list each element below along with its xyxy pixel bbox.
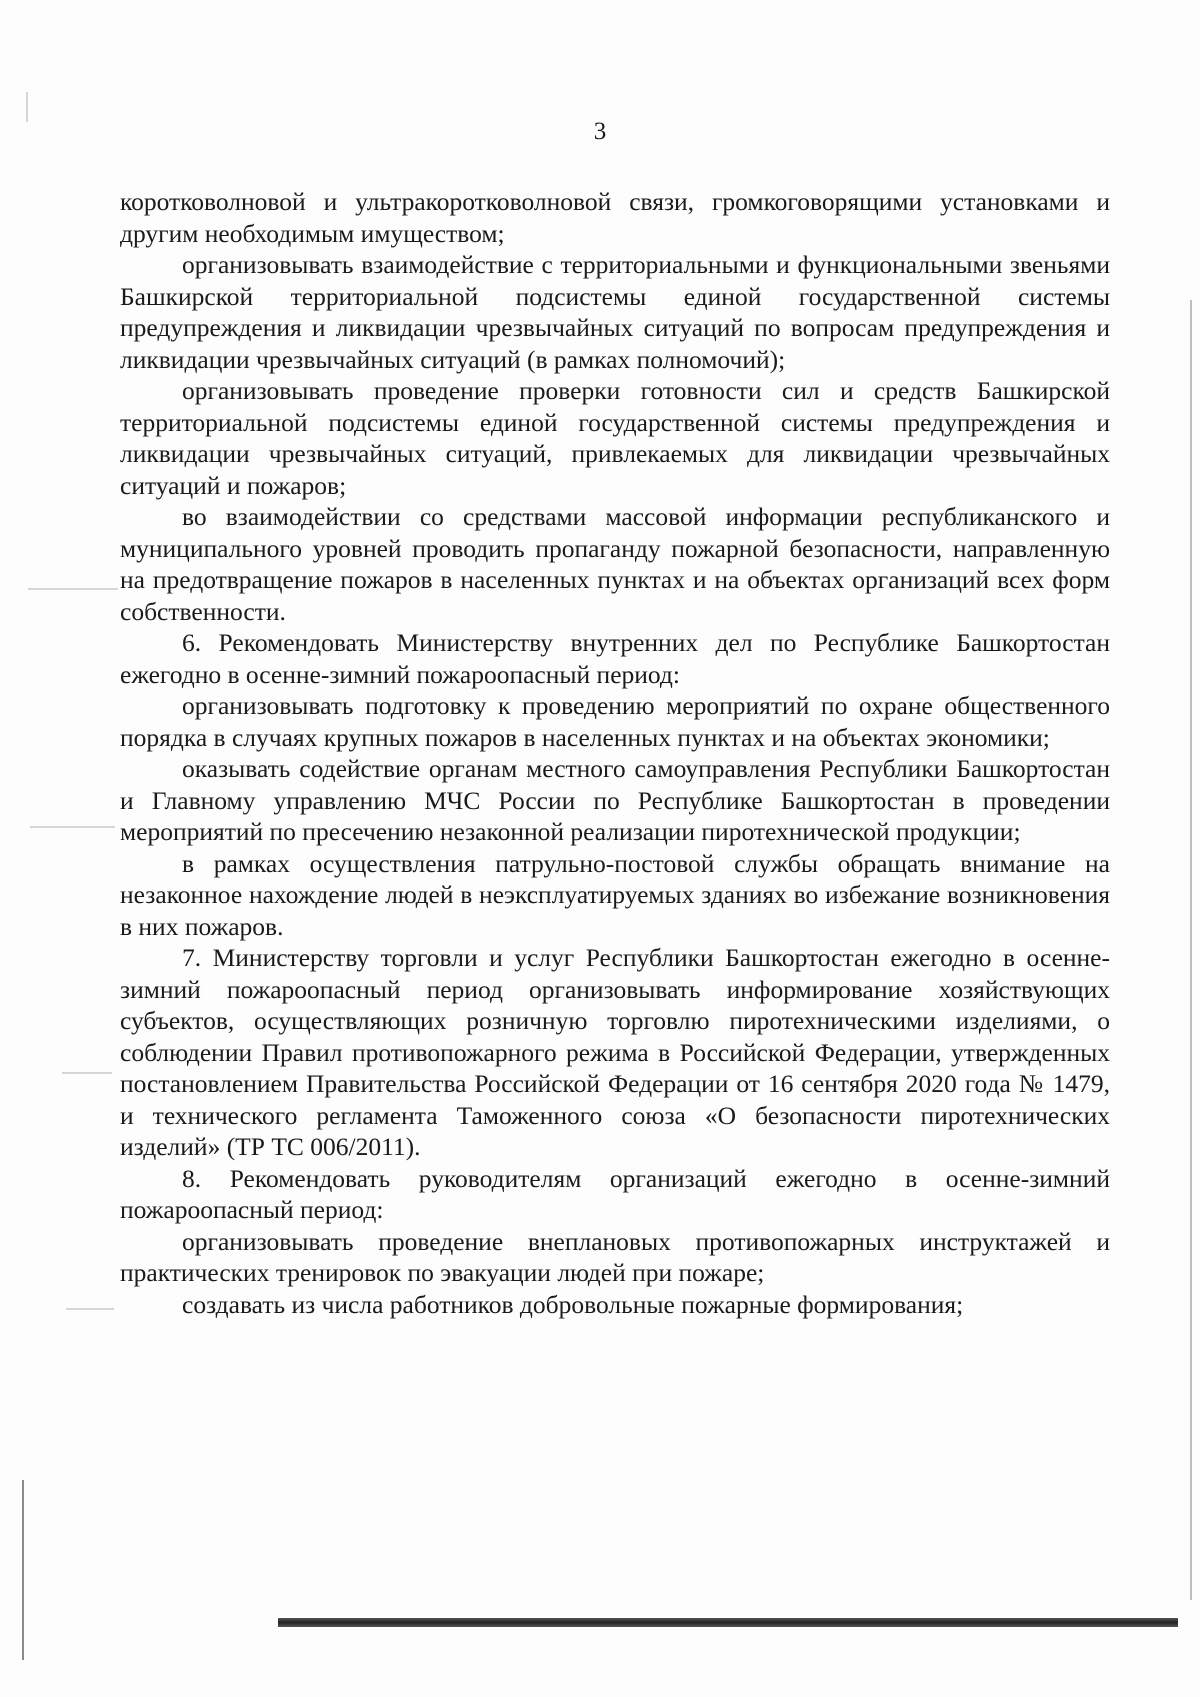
paragraph: организовывать проведение внеплановых противопожарных инструктажей и практических тренировок по эвакуации людей при пожаре;	[120, 1226, 1110, 1287]
paragraph: во взаимодействии со средствами массовой информации республиканского и муниципального уровней проводить пропаганду пожарной безопасности, направленную на предотвращение пожаров в населенных пунктах и на объектах организаций всех форм собственности.	[120, 502, 1110, 626]
scan-artifact	[66, 1308, 114, 1310]
scan-artifact	[62, 1072, 112, 1074]
paragraph: в рамках осуществления патрульно-постовой службы обращать внимание на незаконное нахождение людей в неэксплуатируемых зданиях во избежание возникновения в них пожаров.	[120, 848, 1110, 941]
paragraph: 8. Рекомендовать руководителям организаций ежегодно в осенне-зимний пожароопасный период:	[120, 1163, 1110, 1224]
paragraph: коротковолновой и ультракоротковолновой связи, громкоговорящими установками и другим необходимым имуществом;	[120, 187, 1110, 248]
paragraph: организовывать проведение проверки готовности сил и средств Башкирской территориальной подсистемы единой государственной системы предупреждения и ликвидации чрезвычайных ситуаций, привлекаемых для ликвидации чрезвычайных ситуаций и пожаров;	[120, 376, 1110, 500]
paragraph: создавать из числа работников добровольные пожарные формирования;	[182, 1289, 964, 1319]
paragraph: 6. Рекомендовать Министерству внутренних дел по Республике Башкортостан ежегодно в осенне-зимний пожароопасный период:	[120, 628, 1110, 689]
page-number: 3	[593, 118, 607, 145]
paragraph: 7. Министерству торговли и услуг Республики Башкортостан ежегодно в осенне-зимний пожароопасный период организовывать информирование хозяйствующих субъектов, осуществляющих розничную торговлю пиротехническими изделиями, о соблюдении Правил противопожарного режима в Российской Федерации, утвержденных постановлением Правительства Российской Федерации от 16 сентября 2020 года № 1479, и технического регламента Таможенного союза «О безопасности пиротехнических изделий» (ТР ТС 006/2011).	[120, 943, 1110, 1161]
document-body	[120, 186, 1110, 1320]
paragraph: организовывать взаимодействие с территориальными и функциональными звеньями Башкирской территориальной подсистемы единой государственной системы предупреждения и ликвидации чрезвычайных ситуаций по вопросам предупреждения и ликвидации чрезвычайных ситуаций (в рамках полномочий);	[120, 250, 1110, 374]
scan-artifact	[28, 588, 118, 590]
scan-artifact	[26, 92, 28, 122]
scan-artifact	[30, 826, 115, 828]
paragraph: оказывать содействие органам местного самоуправления Республики Башкортостан и Главному управлению МЧС России по Республике Башкортостан в проведении мероприятий по пресечению незаконной реализации пиротехнической продукции;	[120, 754, 1110, 846]
paragraph: организовывать подготовку к проведению мероприятий по охране общественного порядка в случаях крупных пожаров в населенных пунктах и на объектах экономики;	[120, 691, 1110, 752]
scan-edge-line	[22, 1480, 24, 1660]
bottom-rule	[278, 1618, 1178, 1627]
scan-edge-line	[1190, 300, 1192, 1600]
